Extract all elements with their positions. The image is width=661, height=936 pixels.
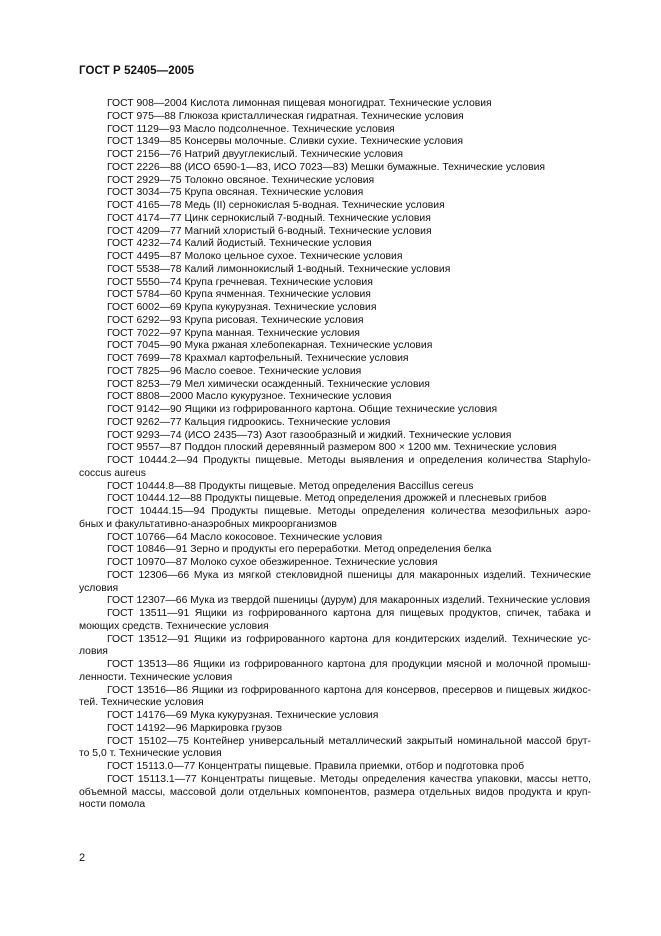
reference-entry: ГОСТ 5550—74 Крупа гречневая. Технические условия (107, 276, 373, 288)
reference-entry: ГОСТ 5784—60 Крупа ячменная. Технические условия (107, 289, 371, 301)
reference-entry: ГОСТ 10970—87 Молоко сухое обезжиренное. Технические условия (107, 557, 438, 568)
reference-entry: ГОСТ 3034—75 Крупа овсяная. Технические условия (107, 187, 364, 199)
reference-entry: ГОСТ 15113.0—77 Концентраты пищевые. Правила приемки, отбор и подготовка проб (107, 761, 525, 772)
reference-entry: ГОСТ 4209—77 Магний хлористый 6-водный. Технические условия (107, 225, 432, 237)
reference-entry: ГОСТ 10444.15—94 Продукты пищевые. Методы определения количества мезофильных аэро- бных и факультативно-анаэробных микроорганизмов (79, 506, 591, 530)
reference-entry: ГОСТ 4174—77 Цинк сернокислый 7-водный. Технические условия (107, 212, 431, 224)
reference-entry: ГОСТ 12306—66 Мука из мягкой стекловидной пшеницы для макаронных изделий. Технические условия (79, 569, 591, 594)
reference-entry: ГОСТ 1129—93 Масло подсолнечное. Технические условия (107, 123, 395, 135)
reference-entry: ГОСТ 9557—87 Поддон плоский деревянный размером 800 × 1200 мм. Технические условия (107, 442, 557, 454)
reference-entry: ГОСТ 12307—66 Мука из твердой пшеницы (дурум) для макаронных изделий. Технические условия (107, 595, 591, 607)
reference-entry: ГОСТ 13511—91 Ящики из гофрированного картона для пищевых продуктов, спичек, табака и моющих средств. Технические условия (79, 608, 591, 632)
document-header: ГОСТ Р 52405—2005 (79, 65, 195, 77)
reference-entry: ГОСТ 8253—79 Мел химически осажденный. Технические условия (107, 378, 430, 390)
reference-entry: ГОСТ 4165—78 Медь (II) сернокислая 5-водная. Технические условия (107, 200, 445, 211)
reference-entry: ГОСТ 15102—75 Контейнер универсальный металлический закрытый номинальной массой брут- то 5,0 т. Технические условия (79, 735, 591, 760)
reference-entry: ГОСТ 9293—74 (ИСО 2435—73) Азот газообразный и жидкий. Технические условия (107, 429, 512, 441)
reference-entry: ГОСТ 975—88 Глюкоза кристаллическая гидратная. Технические условия (107, 110, 464, 122)
reference-entry: ГОСТ 4232—74 Калий йодистый. Технические условия (107, 238, 372, 250)
reference-entry: ГОСТ 7022—97 Крупа манная. Технические условия (107, 327, 360, 339)
reference-entry: ГОСТ 9262—77 Кальция гидроокись. Технические условия (107, 416, 391, 428)
reference-entry: ГОСТ 10444.8—88 Продукты пищевые. Метод определения Baccillus cereus (107, 480, 474, 492)
reference-entry: ГОСТ 13516—86 Ящики из гофрированного картона для консервов, пресервов и пищевых жидкос- тей. Технические условия (79, 684, 591, 709)
reference-entry: ГОСТ 5538—78 Калий лимоннокислый 1-водный. Технические условия (107, 263, 451, 275)
reference-entry: ГОСТ 7825—96 Масло соевое. Технические условия (107, 365, 362, 377)
reference-entry: ГОСТ 14192—96 Маркировка грузов (107, 722, 283, 734)
reference-entry: ГОСТ 6002—69 Крупа кукурузная. Технические условия (107, 302, 377, 313)
reference-entry: ГОСТ 908—2004 Кислота лимонная пищевая моногидрат. Технические условия (107, 98, 492, 109)
reference-entry: ГОСТ 7045—90 Мука ржаная хлебопекарная. Технические условия (107, 340, 433, 352)
normative-references-list (79, 98, 591, 812)
page-number: 2 (79, 852, 86, 864)
reference-entry: ГОСТ 13512—91 Ящики из гофрированного картона для кондитерских изделий. Технические ус- ловия (79, 633, 591, 658)
reference-entry: ГОСТ 7699—78 Крахмал картофельный. Технические условия (107, 353, 409, 364)
reference-entry: ГОСТ 8808—2000 Масло кукурузное. Технические условия (107, 391, 392, 403)
reference-entry: ГОСТ 10766—64 Масло кокосовое. Технические условия (107, 531, 383, 543)
reference-entry: ГОСТ 1349—85 Консервы молочные. Сливки сухие. Технические условия (107, 136, 463, 148)
reference-entry: ГОСТ 2929—75 Толокно овсяное. Технические условия (107, 174, 375, 186)
reference-entry: ГОСТ 9142—90 Ящики из гофрированного картона. Общие технические условия (107, 404, 498, 415)
reference-entry: ГОСТ 10444.2—94 Продукты пищевые. Методы выявления и определения количества Staphylo- coccus aureus (79, 455, 591, 479)
reference-entry: ГОСТ 13513—86 Ящики из гофрированного картона для продукции мясной и молочной промыш- ленности. Технические условия (79, 659, 591, 683)
reference-entry: ГОСТ 10846—91 Зерно и продукты его переработки. Метод определения белка (107, 544, 492, 556)
reference-entry: ГОСТ 2226—88 (ИСО 6590-1—83, ИСО 7023—83) Мешки бумажные. Технические условия (107, 161, 546, 173)
reference-entry: ГОСТ 15113.1—77 Концентраты пищевые. Методы определения качества упаковки, массы нетто, объемной массы, массовой доли отдельных компонентов, размера отдельных видов продукта и круп- ности помола (79, 773, 591, 811)
reference-entry: ГОСТ 10444.12—88 Продукты пищевые. Метод определения дрожжей и плесневых грибов (107, 493, 547, 505)
reference-entry: ГОСТ 6292—93 Крупа рисовая. Технические условия (107, 314, 364, 326)
reference-entry: ГОСТ 4495—87 Молоко цельное сухое. Технические условия (107, 251, 403, 262)
reference-entry: ГОСТ 14176—69 Мука кукурузная. Технические условия (107, 710, 379, 721)
reference-entry: ГОСТ 2156—76 Натрий двууглекислый. Технические условия (107, 149, 403, 160)
